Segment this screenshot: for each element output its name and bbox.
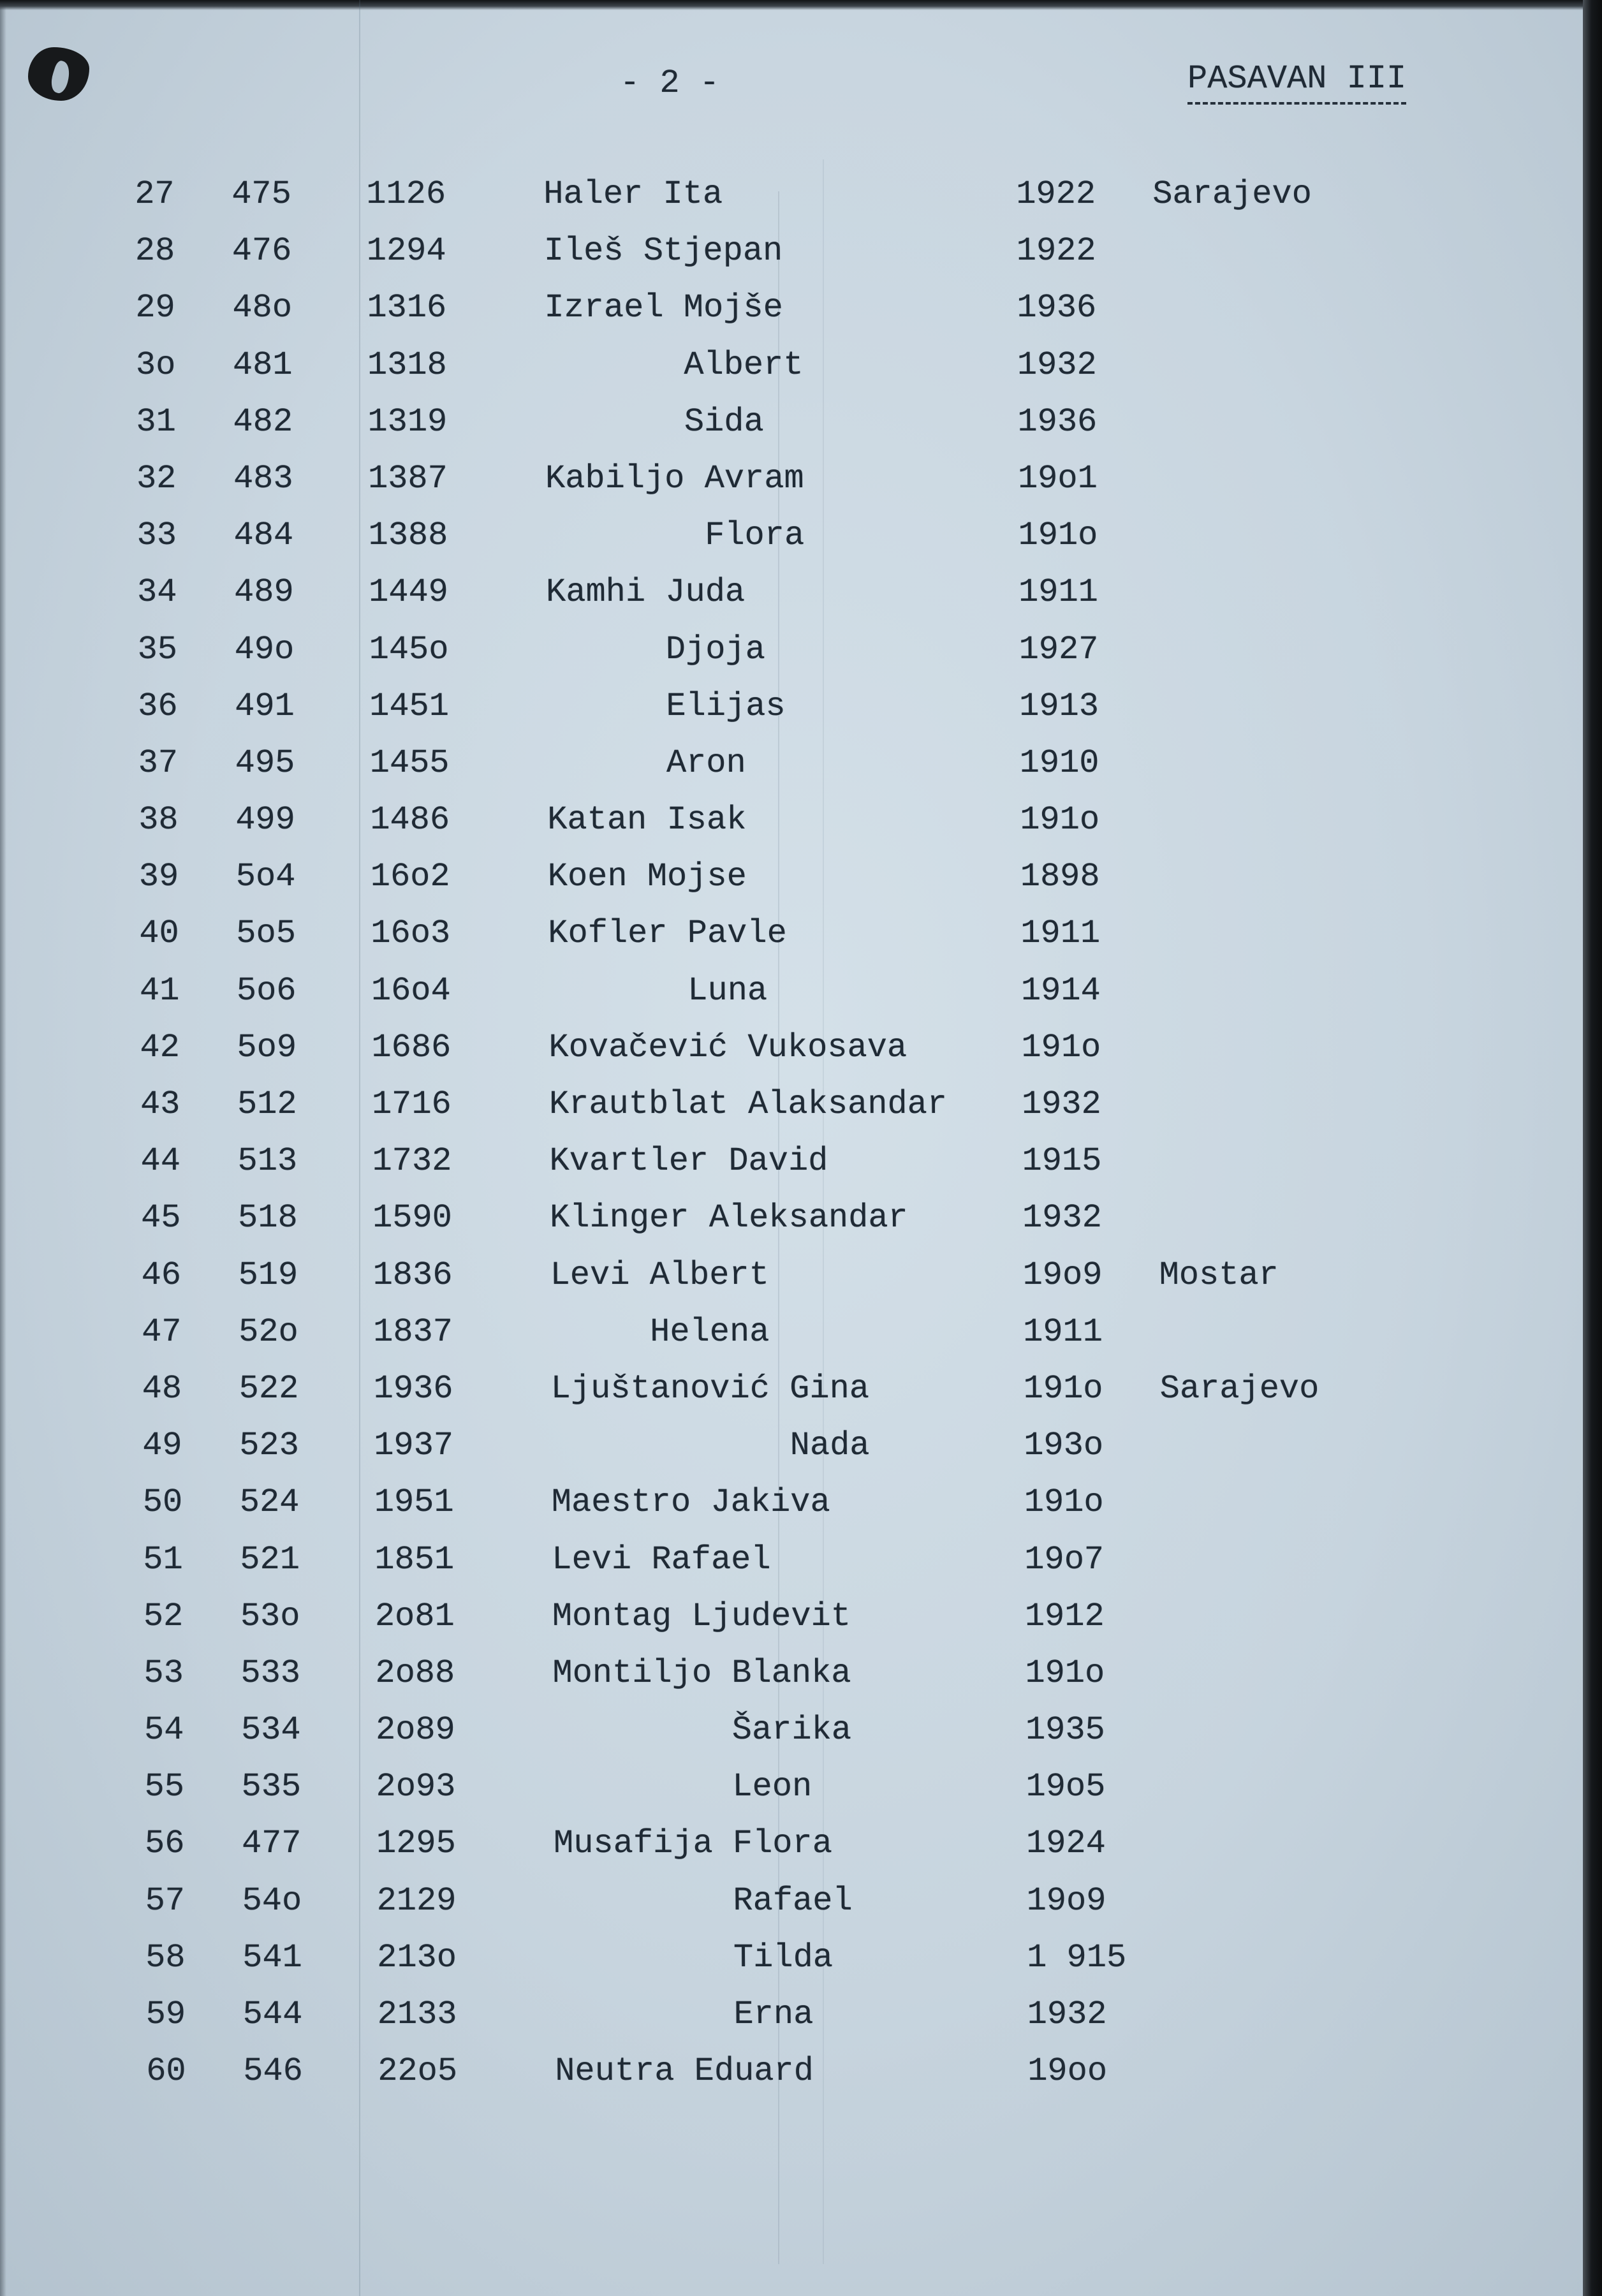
row-number: 32 xyxy=(136,459,177,497)
reference-number: 54o xyxy=(242,1881,302,1920)
birth-year: 1898 xyxy=(1020,858,1100,896)
surname: Kabiljo xyxy=(545,459,685,497)
surname: Montag xyxy=(552,1597,672,1635)
given-name: Djoja xyxy=(665,630,766,668)
given-name: Luna xyxy=(687,971,768,1010)
table-row xyxy=(11,1986,1602,2043)
full-name xyxy=(544,223,783,279)
table-row xyxy=(8,1474,1602,1531)
full-name xyxy=(555,2043,814,2100)
record-number: 2o88 xyxy=(375,1654,455,1692)
page-number: - 2 - xyxy=(620,64,720,102)
record-number: 2o89 xyxy=(375,1711,455,1749)
given-name: Avram xyxy=(704,459,804,497)
full-name xyxy=(545,450,804,507)
table-row xyxy=(4,791,1602,848)
given-name: Elijas xyxy=(666,687,786,725)
record-number: 1836 xyxy=(372,1256,453,1294)
birth-year: 193o xyxy=(1024,1427,1104,1465)
table-row xyxy=(10,1873,1602,1929)
reference-number: 513 xyxy=(237,1142,298,1181)
record-number: 1316 xyxy=(367,289,447,327)
birth-year: 19o9 xyxy=(1022,1256,1103,1294)
table-row xyxy=(3,621,1602,678)
full-name xyxy=(548,1019,907,1076)
birth-year: 1913 xyxy=(1018,687,1099,725)
reference-number: 49o xyxy=(234,630,295,668)
record-number: 16o3 xyxy=(371,915,451,953)
birth-year: 1911 xyxy=(1020,915,1101,953)
full-name xyxy=(548,962,768,1019)
row-number: 46 xyxy=(141,1256,182,1294)
record-number: 145o xyxy=(369,630,449,668)
given-name: Rafael xyxy=(733,1881,853,1920)
full-name xyxy=(550,1360,869,1417)
birth-year: 191o xyxy=(1020,801,1100,839)
row-number: 29 xyxy=(135,289,175,327)
birth-year: 1922 xyxy=(1016,175,1096,213)
record-number: 1951 xyxy=(374,1483,454,1522)
full-name xyxy=(547,678,786,735)
surname: Koen xyxy=(547,858,628,896)
table-row xyxy=(4,905,1602,962)
given-name: Blanka xyxy=(731,1654,851,1692)
table-row xyxy=(9,1588,1602,1645)
given-name: Mojse xyxy=(647,858,747,896)
reference-number: 5o6 xyxy=(236,971,297,1010)
given-name: Šarika xyxy=(731,1711,852,1749)
full-name xyxy=(552,1531,771,1588)
table-row xyxy=(0,166,1602,223)
table-row xyxy=(2,450,1602,507)
row-number: 47 xyxy=(141,1313,182,1351)
reference-number: 522 xyxy=(239,1369,299,1408)
surname: Klinger xyxy=(549,1199,689,1237)
surname: Ljuštanović xyxy=(550,1369,770,1408)
given-name: Flora xyxy=(732,1825,833,1863)
row-number: 56 xyxy=(144,1825,185,1863)
table-row xyxy=(10,1815,1602,1872)
row-number: 34 xyxy=(136,573,177,612)
reference-number: 484 xyxy=(233,517,294,555)
given-name: Nada xyxy=(790,1427,870,1465)
given-name: Gina xyxy=(790,1369,870,1408)
record-number: 2o81 xyxy=(374,1597,455,1635)
full-name xyxy=(554,1986,813,2043)
reference-number: 544 xyxy=(242,1996,303,2033)
birth-year: 1922 xyxy=(1016,232,1096,270)
table-row xyxy=(10,1758,1602,1815)
full-name xyxy=(548,848,747,905)
reference-number: 5o4 xyxy=(235,858,296,896)
reference-number: 477 xyxy=(241,1825,302,1863)
table-row xyxy=(1,223,1602,279)
full-name xyxy=(546,564,746,621)
reference-number: 546 xyxy=(243,2052,304,2091)
birth-year: 19o7 xyxy=(1024,1540,1105,1578)
table-row xyxy=(4,848,1602,905)
birth-year: 1 915 xyxy=(1026,1938,1127,1976)
record-number: 1455 xyxy=(369,744,450,782)
passenger-list-table xyxy=(0,166,1602,2100)
full-name xyxy=(547,791,747,848)
birth-year: 1935 xyxy=(1025,1711,1105,1749)
row-number: 38 xyxy=(138,801,179,839)
reference-number: 491 xyxy=(234,687,295,725)
reference-number: 534 xyxy=(240,1711,301,1749)
table-row xyxy=(2,507,1602,564)
full-name xyxy=(545,507,804,564)
birth-year: 1936 xyxy=(1017,402,1098,441)
full-name xyxy=(550,1189,908,1246)
record-number: 1686 xyxy=(371,1028,452,1066)
surname: Neutra xyxy=(555,2052,675,2091)
record-number: 2o93 xyxy=(376,1768,456,1806)
given-name: Ita xyxy=(663,175,723,213)
record-number: 1732 xyxy=(372,1142,452,1181)
birth-year: 1932 xyxy=(1027,1996,1107,2033)
surname: Katan xyxy=(547,801,647,839)
table-row xyxy=(1,394,1602,450)
reference-number: 521 xyxy=(240,1540,300,1578)
given-name: Aleksandar xyxy=(709,1199,908,1237)
record-number: 22o5 xyxy=(378,2052,458,2091)
row-number: 43 xyxy=(140,1085,180,1123)
given-name: Pavle xyxy=(687,915,788,953)
birth-year: 1915 xyxy=(1022,1142,1102,1181)
table-row xyxy=(1,279,1602,336)
birth-year: 191o xyxy=(1024,1483,1104,1522)
record-number: 1387 xyxy=(367,459,448,497)
full-name xyxy=(547,735,746,791)
record-number: 16o4 xyxy=(371,971,451,1010)
birth-year: 1932 xyxy=(1017,346,1097,384)
birth-year: 191o xyxy=(1021,1028,1101,1066)
row-number: 33 xyxy=(136,517,177,555)
row-number: 54 xyxy=(143,1711,184,1749)
birth-year: 1910 xyxy=(1019,744,1099,782)
reference-number: 524 xyxy=(239,1483,300,1522)
row-number: 58 xyxy=(145,1938,186,1976)
surname: Izrael xyxy=(544,289,664,327)
table-row xyxy=(11,2043,1602,2100)
given-name: Stjepan xyxy=(643,232,783,270)
record-number: 1486 xyxy=(370,801,450,839)
surname: Kofler xyxy=(548,915,668,953)
row-number: 57 xyxy=(145,1881,186,1920)
reference-number: 52o xyxy=(238,1313,298,1351)
birth-year: 1936 xyxy=(1017,289,1097,327)
row-number: 36 xyxy=(137,687,178,725)
birth-year: 1911 xyxy=(1018,573,1099,612)
record-number: 1451 xyxy=(369,687,450,725)
given-name: Erna xyxy=(733,1996,814,2033)
record-number: 2133 xyxy=(377,1996,457,2033)
row-number: 39 xyxy=(138,858,179,896)
given-name: Eduard xyxy=(694,2052,814,2091)
birth-year: 1924 xyxy=(1025,1825,1106,1863)
full-name xyxy=(546,621,765,678)
record-number: 1449 xyxy=(368,573,449,612)
given-name: Albert xyxy=(649,1256,770,1294)
given-name: Flora xyxy=(705,517,805,555)
row-number: 28 xyxy=(135,232,175,270)
full-name xyxy=(550,1247,769,1304)
given-name: Sida xyxy=(684,402,764,441)
given-name: Vukosava xyxy=(747,1028,908,1066)
reference-number: 53o xyxy=(240,1597,300,1635)
table-row xyxy=(5,962,1602,1019)
record-number: 1295 xyxy=(376,1825,457,1863)
surname: Levi xyxy=(550,1256,630,1294)
surname: Haler xyxy=(543,175,643,213)
record-number: 1126 xyxy=(366,175,446,213)
reference-number: 518 xyxy=(237,1199,298,1237)
row-number: 52 xyxy=(143,1597,184,1635)
given-name: Rafael xyxy=(651,1540,771,1578)
row-number: 40 xyxy=(139,915,179,953)
row-number: 27 xyxy=(135,175,175,213)
row-number: 53 xyxy=(143,1654,184,1692)
given-name: Isak xyxy=(666,801,747,839)
reference-number: 5o5 xyxy=(236,915,297,953)
given-name: Mojše xyxy=(683,289,784,327)
full-name xyxy=(550,1304,770,1360)
row-number: 35 xyxy=(137,630,178,668)
given-name: Albert xyxy=(684,346,804,384)
birth-year: 1927 xyxy=(1018,630,1099,668)
full-name xyxy=(554,1815,832,1872)
given-name: Leon xyxy=(732,1768,812,1806)
birth-year: 19o9 xyxy=(1026,1881,1106,1920)
table-row xyxy=(11,1929,1602,1986)
place: Mostar xyxy=(1159,1256,1279,1294)
birth-year: 19o5 xyxy=(1025,1768,1106,1806)
row-number: 44 xyxy=(140,1142,181,1181)
full-name xyxy=(548,905,787,962)
full-name xyxy=(554,1929,833,1986)
record-number: 2129 xyxy=(376,1881,457,1920)
full-name xyxy=(551,1417,870,1474)
record-number: 1590 xyxy=(372,1199,453,1237)
birth-year: 19oo xyxy=(1027,2052,1108,2091)
record-number: 1851 xyxy=(374,1540,455,1578)
table-row xyxy=(10,1702,1602,1758)
surname: Musafija xyxy=(553,1825,713,1863)
birth-year: 1914 xyxy=(1020,971,1101,1010)
row-number: 31 xyxy=(136,402,177,441)
full-name xyxy=(545,337,804,394)
reference-number: 481 xyxy=(232,346,293,384)
birth-year: 19o1 xyxy=(1017,459,1098,497)
reference-number: 48o xyxy=(232,289,293,327)
record-number: 16o2 xyxy=(370,858,450,896)
surname: Kvartler xyxy=(549,1142,709,1181)
row-number: 48 xyxy=(142,1369,182,1408)
reference-number: 541 xyxy=(242,1938,302,1976)
surname: Levi xyxy=(552,1540,632,1578)
reference-number: 5o9 xyxy=(237,1028,297,1066)
table-row xyxy=(3,564,1602,621)
birth-year: 191o xyxy=(1018,517,1098,555)
row-number: 51 xyxy=(143,1540,183,1578)
full-name xyxy=(554,1873,853,1929)
full-name xyxy=(549,1076,948,1133)
birth-year: 1932 xyxy=(1022,1199,1103,1237)
table-row xyxy=(6,1247,1602,1304)
full-name xyxy=(549,1133,828,1189)
row-number: 55 xyxy=(144,1768,185,1806)
record-number: 1318 xyxy=(367,346,447,384)
table-row xyxy=(6,1076,1602,1133)
given-name: Aron xyxy=(666,744,746,782)
birth-year: 1911 xyxy=(1022,1313,1103,1351)
reference-number: 489 xyxy=(233,573,294,612)
given-name: David xyxy=(728,1142,828,1181)
given-name: Ljudevit xyxy=(691,1597,851,1635)
table-row xyxy=(6,1133,1602,1189)
row-number: 3o xyxy=(135,346,176,384)
table-row xyxy=(8,1531,1602,1588)
full-name xyxy=(552,1645,851,1702)
given-name: Juda xyxy=(665,573,746,612)
surname: Maestro xyxy=(551,1483,691,1522)
row-number: 49 xyxy=(142,1427,182,1465)
record-number: 1936 xyxy=(373,1369,453,1408)
full-name xyxy=(545,394,764,450)
given-name: Alaksandar xyxy=(747,1085,948,1123)
place: Sarajevo xyxy=(1159,1369,1319,1408)
row-number: 45 xyxy=(140,1199,181,1237)
table-row xyxy=(7,1360,1602,1417)
surname: Ileš xyxy=(543,232,624,270)
table-row xyxy=(6,1189,1602,1246)
table-row xyxy=(8,1417,1602,1474)
surname: Kovačević xyxy=(548,1028,728,1066)
reference-number: 533 xyxy=(240,1654,301,1692)
birth-year: 191o xyxy=(1023,1369,1103,1408)
row-number: 59 xyxy=(145,1996,186,2033)
table-row xyxy=(3,735,1602,791)
full-name xyxy=(552,1474,830,1531)
row-number: 42 xyxy=(140,1028,180,1066)
record-number: 1937 xyxy=(374,1427,454,1465)
document-title: PASAVAN III xyxy=(1187,59,1406,105)
scan-edge-top xyxy=(0,0,1602,10)
reference-number: 495 xyxy=(235,744,295,782)
reference-number: 523 xyxy=(239,1427,300,1465)
reference-number: 482 xyxy=(233,402,293,441)
reference-number: 476 xyxy=(231,232,292,270)
table-row xyxy=(1,337,1602,394)
reference-number: 519 xyxy=(238,1256,298,1294)
birth-year: 1932 xyxy=(1021,1085,1101,1123)
full-name xyxy=(553,1758,812,1815)
table-row xyxy=(7,1304,1602,1360)
table-row xyxy=(5,1019,1602,1076)
surname: Krautblat xyxy=(548,1085,729,1123)
record-number: 1319 xyxy=(367,402,448,441)
birth-year: 1912 xyxy=(1024,1597,1105,1635)
reference-number: 483 xyxy=(233,459,293,497)
reference-number: 512 xyxy=(237,1085,297,1123)
record-number: 1837 xyxy=(372,1313,453,1351)
record-number: 1388 xyxy=(368,517,448,555)
given-name: Jakiva xyxy=(710,1483,830,1522)
row-number: 41 xyxy=(139,971,180,1010)
birth-year: 191o xyxy=(1025,1654,1105,1692)
surname: Montiljo xyxy=(552,1654,712,1692)
row-number: 60 xyxy=(146,2052,186,2091)
row-number: 37 xyxy=(138,744,179,782)
given-name: Tilda xyxy=(733,1938,834,1976)
record-number: 1294 xyxy=(366,232,446,270)
given-name: Helena xyxy=(650,1313,770,1351)
row-number: 50 xyxy=(142,1483,183,1522)
record-number: 1716 xyxy=(371,1085,452,1123)
record-number: 213o xyxy=(376,1938,457,1976)
reference-number: 535 xyxy=(241,1768,302,1806)
full-name xyxy=(552,1588,851,1645)
full-name xyxy=(544,279,783,336)
surname: Kamhi xyxy=(545,573,646,612)
table-row xyxy=(3,678,1602,735)
reference-number: 499 xyxy=(235,801,296,839)
table-row xyxy=(9,1645,1602,1702)
place: Sarajevo xyxy=(1152,175,1312,213)
reference-number: 475 xyxy=(231,175,292,213)
full-name xyxy=(553,1702,852,1758)
full-name xyxy=(543,166,723,223)
